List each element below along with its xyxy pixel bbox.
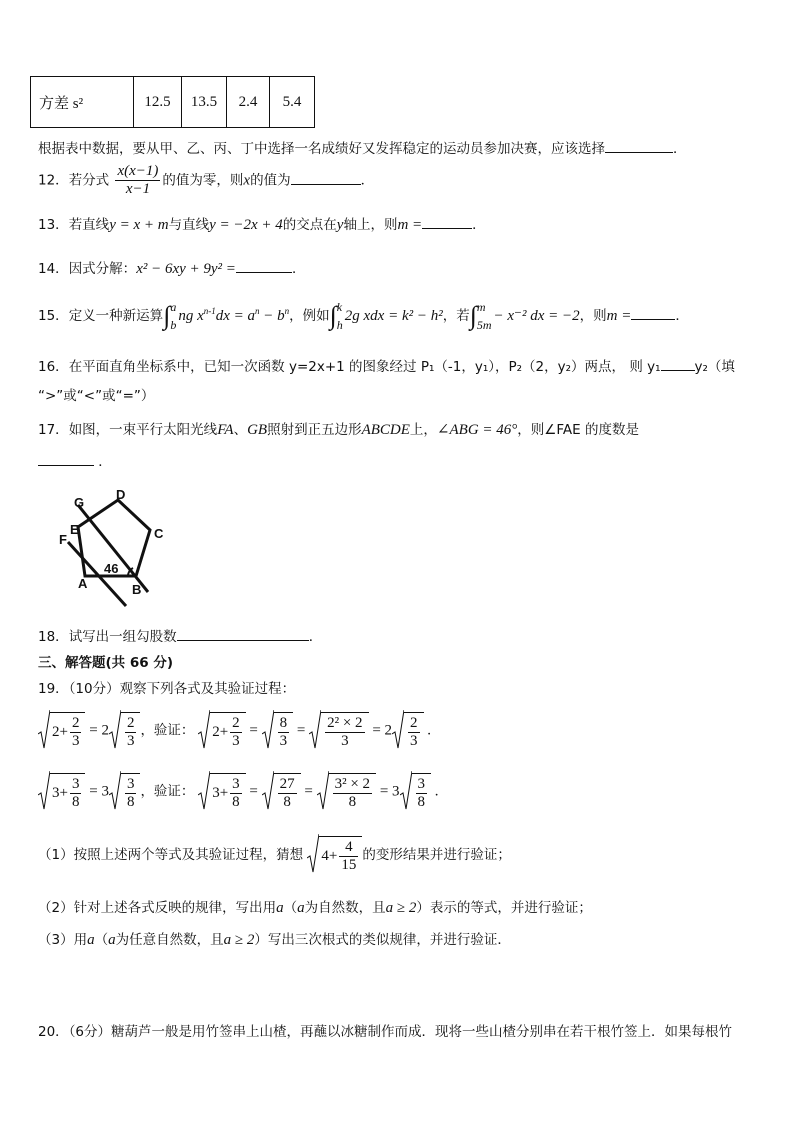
pentagon-figure [50, 480, 190, 610]
sqrt-expr: $\frac{\text{2² × 2}}{3}$ [309, 712, 368, 750]
sqrt-expr: $\frac{3}{8}$ [109, 773, 141, 811]
question-14: 14．因式分解：x² − 6xy + 9y² = ． [38, 261, 306, 277]
q19-equation-1: 2+ $\frac{2}{3}$ = 2 $\frac{2}{3}$ ，验证： 2+ $\frac{2}{3}$ = $\frac{8}{3}$ = $\frac{\text{2² × 2}}{3}$ = 2 $\frac{2}{3}$ . [38, 712, 431, 750]
q19-equation-2: 3+ $\frac{3}{8}$ = 3 $\frac{3}{8}$ ，验证： 3+ $\frac{3}{8}$ = $\frac{27}{8}$ = $\frac{\text{3² × 2}}{8}$ = 3 $\frac{3}{8}$ . [38, 773, 439, 811]
label-c: C [154, 526, 164, 541]
label-e: E [70, 522, 79, 537]
label-b: B [132, 582, 142, 597]
answer-blank [236, 260, 292, 273]
question-17-cont: ． [38, 450, 112, 470]
question-15: 15．定义一种新运算∫a bng $x^{n-1}dx = a^n - b^n$，例如∫k h2g xdx = k² − h²，若∫m 5m− x⁻² dx = −2，则m = ． [38, 300, 689, 332]
answer-blank [177, 628, 309, 641]
sqrt-expr: $\frac{27}{8}$ [262, 773, 301, 811]
table-cell: 5.4 [270, 77, 315, 128]
answer-blank [422, 216, 472, 229]
label-a: A [78, 576, 88, 591]
q11-text: 根据表中数据，要从甲、乙、丙、丁中选择一名成绩好又发挥稳定的运动员参加决赛，应该选择 ． [38, 141, 687, 157]
answer-blank [291, 172, 361, 185]
answer-blank [661, 358, 695, 371]
label-g: G [74, 495, 85, 510]
fraction: $\frac{x(x-1)}{x-1}$ [117, 163, 159, 197]
sqrt-expr: $\frac{2}{3}$ [392, 712, 424, 750]
operation-definition: ng $x^{n-1}dx = a^n - b^n$ [178, 306, 290, 324]
label-f: F [59, 532, 67, 547]
section-heading: 三、解答题(共 66 分) [38, 655, 174, 671]
integral-limits: a b [170, 300, 177, 332]
question-20: 20．（6分）糖葫芦一般是用竹签串上山楂，再蘸以冰糖制作而成．现将一些山楂分别串在若干根竹签上．如果每根竹 [38, 1024, 733, 1040]
table-cell: 13.5 [182, 77, 227, 128]
label-d: D [116, 487, 126, 502]
answer-blank [605, 140, 673, 153]
question-16: 16．在平面直角坐标系中，已知一次函数 y=2x+1 的图象经过 P₁（-1，y₁），P₂（2，y₂）两点， 则 y₁ y₂（填 [38, 359, 735, 375]
table-cell: 12.5 [134, 77, 182, 128]
sqrt-expr: 2+ $\frac{2}{3}$ [38, 712, 85, 750]
integral-limits: m 5m [476, 300, 492, 332]
question-19: 19．（10分）观察下列各式及其验证过程： [38, 681, 296, 697]
angle-label: 46 [104, 561, 119, 576]
sqrt-expr: 3+ $\frac{3}{8}$ [38, 773, 85, 811]
question-16-cont: “>”或“<”或“=”） [38, 388, 155, 404]
variance-table [30, 76, 315, 128]
sqrt-expr: $\frac{3}{8}$ [400, 773, 432, 811]
answer-blank [38, 453, 94, 466]
q19-part-1: （1）按照上述两个等式及其验证过程，猜想 4+ $\frac{4}{15}$ 的变形结果并进行验证； [38, 836, 511, 874]
question-12: 12．若分式 $\frac{x(x-1)}{x-1}$ 的值为零，则x的值为 ． [38, 163, 375, 197]
integral-sign: ∫ [329, 301, 337, 330]
sqrt-expr: $\frac{8}{3}$ [262, 712, 294, 750]
sqrt-expr: $\frac{\text{3² × 2}}{8}$ [317, 773, 376, 811]
question-17: 17．如图，一束平行太阳光线FA、GB照射到正五边形ABCDE上，∠ABG = 46°，则∠FAE 的度数是 [38, 422, 639, 438]
question-13: 13．若直线y = x + m与直线y = −2x + 4的交点在y轴上，则m = ． [38, 217, 486, 233]
question-18: 18．试写出一组勾股数 ． [38, 629, 323, 645]
answer-blank [631, 307, 675, 320]
integral-sign: ∫ [469, 301, 477, 330]
q19-part-2: （2）针对上述各式反映的规律，写出用a（a为自然数，且a ≥ 2）表示的等式，并进行验证； [38, 900, 592, 916]
integral-limits: k h [336, 300, 343, 332]
sqrt-expr: 2+ $\frac{2}{3}$ [198, 712, 245, 750]
integral-sign: ∫ [163, 301, 171, 330]
table-row [31, 77, 315, 128]
table-row-label: 方差 s² [31, 77, 134, 128]
sqrt-expr: 3+ $\frac{3}{8}$ [198, 773, 245, 811]
sqrt-expr: 4+ $\frac{4}{15}$ [307, 836, 362, 874]
table-cell: 2.4 [227, 77, 270, 128]
q19-part-3: （3）用a（a为任意自然数，且a ≥ 2）写出三次根式的类似规律，并进行验证． [38, 932, 511, 948]
sqrt-expr: $\frac{2}{3}$ [109, 712, 141, 750]
